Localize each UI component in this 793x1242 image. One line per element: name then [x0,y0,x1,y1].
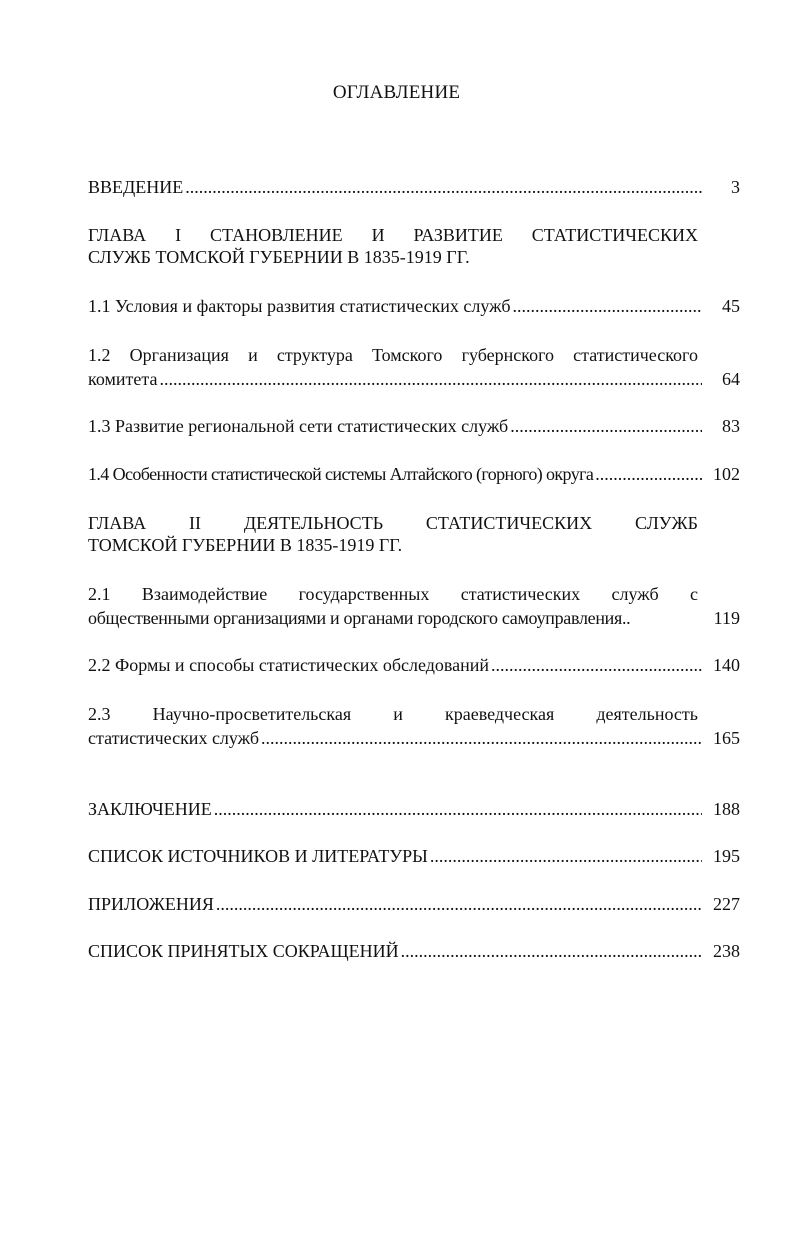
leader-dots [491,654,702,676]
toc-entry-page: 238 [713,941,740,961]
toc-entry-label: ПРИЛОЖЕНИЯ [88,894,214,914]
toc-chapter-1-heading[interactable] [88,224,698,268]
toc-entry-label: общественными организациями и органами городского самоуправления.. [88,608,631,628]
toc-entry-2-1[interactable] [88,583,740,629]
toc-entry-page: 188 [713,799,740,819]
leader-dots [159,368,702,390]
toc-entry-label: статистических служб [88,728,260,748]
toc-entry-page: 195 [713,846,740,866]
leader-dots [401,940,702,962]
toc-entry-1-2[interactable] [88,344,740,390]
toc-entry-label: СПИСОК ПРИНЯТЫХ СОКРАЩЕНИЙ [88,941,399,961]
toc-entry-label: ВВЕДЕНИЕ [88,177,184,197]
toc-entry-appendix[interactable] [88,893,740,915]
toc-entry-intro[interactable] [88,176,740,198]
chapter-heading-line: ГЛАВА II ДЕЯТЕЛЬНОСТЬ СТАТИСТИЧЕСКИХ СЛУЖБ [88,513,698,533]
toc-entry-1-4[interactable] [88,463,740,485]
leader-dots [513,295,702,317]
leader-dots [216,893,702,915]
leader-dots [261,727,702,749]
toc-entry-1-3[interactable] [88,415,740,437]
toc-entry-2-2[interactable] [88,654,740,676]
toc-entry-page: 119 [713,608,740,628]
toc-entry-label: 1.4 Особенности статистической системы Алтайского (горного) округа [88,464,594,484]
toc-entry-1-1[interactable] [88,295,740,317]
toc-entry-page: 227 [713,894,740,914]
toc-entry-conclusion[interactable] [88,798,740,820]
leader-dots [214,798,702,820]
toc-chapter-2-heading[interactable] [88,512,698,556]
leader-dots [595,463,702,485]
toc-entry-label: 1.1 Условия и факторы развития статистических служб [88,296,511,316]
chapter-heading-line: СЛУЖБ ТОМСКОЙ ГУБЕРНИИ В 1835-1919 ГГ. [88,247,470,267]
toc-entry-page: 64 [722,369,740,389]
page-title: ОГЛАВЛЕНИЕ [332,82,461,103]
toc-entry-label: ЗАКЛЮЧЕНИЕ [88,799,212,819]
toc-entry-label: комитета [88,369,158,389]
toc-entry-abbreviations[interactable] [88,940,740,962]
toc-entry-page: 140 [713,655,740,675]
toc-entry-sources[interactable] [88,845,740,867]
toc-entry-label: 2.3 Научно-просветительская и краеведческая деятельность [88,704,698,724]
toc-entry-page: 83 [722,416,740,436]
toc-entry-page: 3 [731,177,740,197]
toc-entry-label: 2.2 Формы и способы статистических обследований [88,655,490,675]
toc-entry-label: 1.3 Развитие региональной сети статистических служб [88,416,509,436]
leader-dots [430,845,702,867]
toc-entry-page: 165 [713,728,740,748]
leader-dots [185,176,702,198]
toc-entry-label: СПИСОК ИСТОЧНИКОВ И ЛИТЕРАТУРЫ [88,846,428,866]
toc-entry-page: 102 [713,464,740,484]
chapter-heading-line: ТОМСКОЙ ГУБЕРНИИ В 1835-1919 ГГ. [88,535,403,555]
toc-entry-label: 2.1 Взаимодействие государственных статистических служб с [88,584,698,604]
leader-dots [510,415,702,437]
toc-entry-2-3[interactable] [88,703,740,749]
toc-entry-label: 1.2 Организация и структура Томского губернского статистического [88,345,698,365]
chapter-heading-line: ГЛАВА I СТАНОВЛЕНИЕ И РАЗВИТИЕ СТАТИСТИЧЕСКИХ [88,225,698,245]
toc-entry-page: 45 [722,296,740,316]
